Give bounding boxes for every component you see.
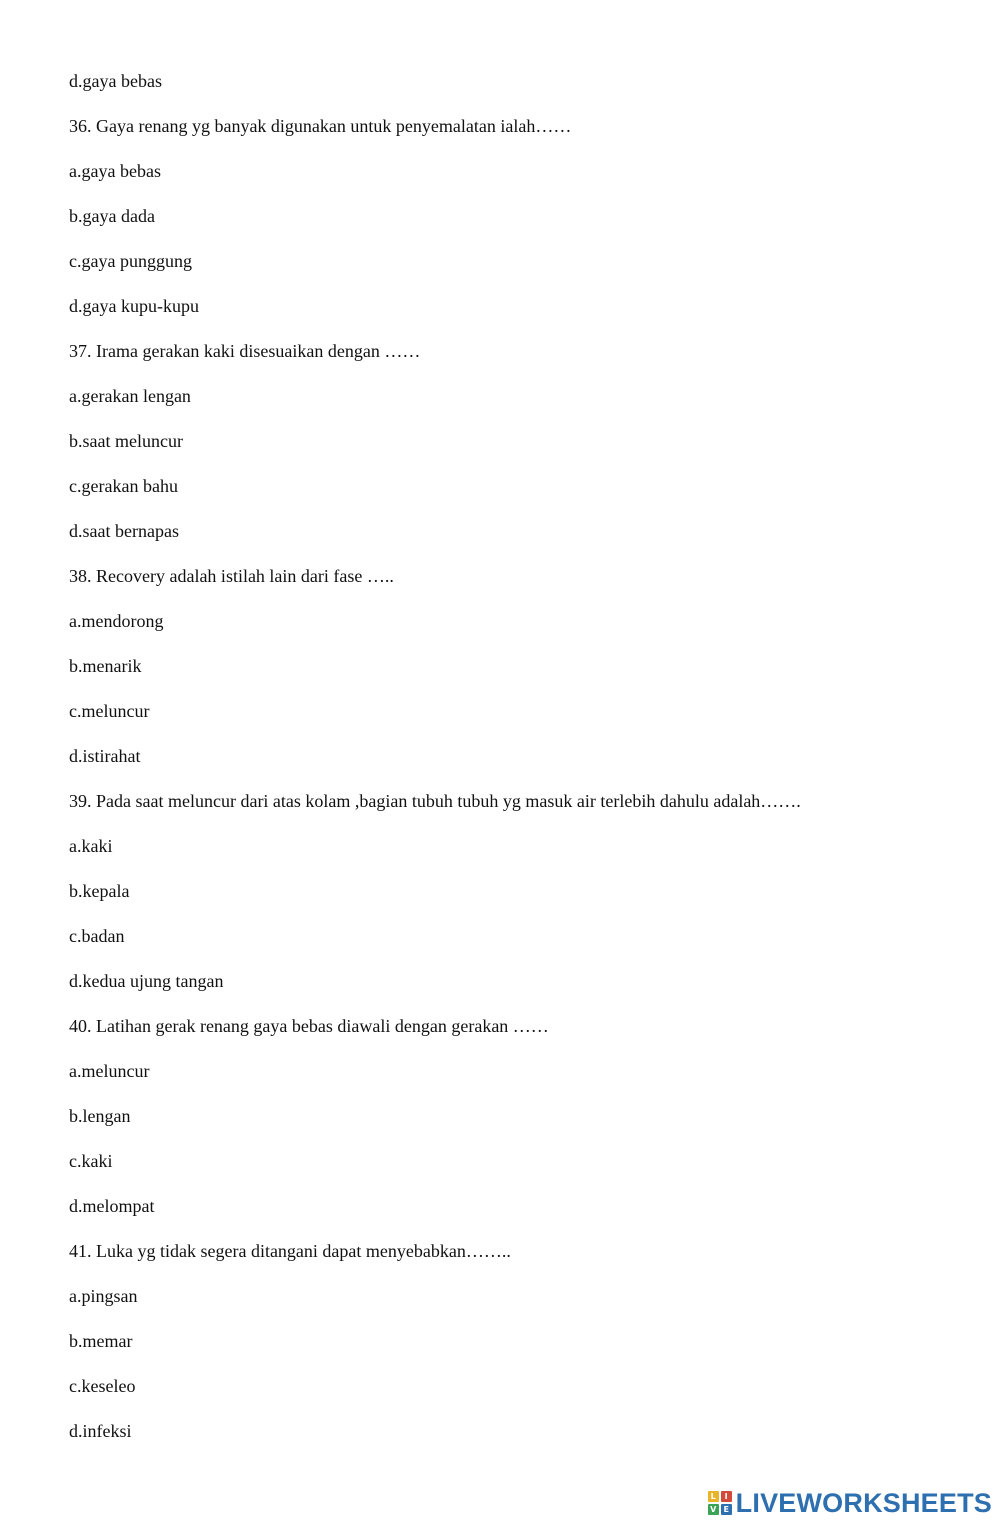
option-d-previous: d.gaya bebas xyxy=(69,71,162,91)
liveworksheets-logo-icon xyxy=(708,1491,732,1515)
question-37: 37. Irama gerakan kaki disesuaikan dengan …… xyxy=(69,341,421,361)
question-39-option-a: a.kaki xyxy=(69,836,113,856)
question-36-option-d: d.gaya kupu-kupu xyxy=(69,296,199,316)
question-40-option-a: a.meluncur xyxy=(69,1061,150,1081)
question-41-option-d: d.infeksi xyxy=(69,1421,132,1441)
question-40-option-c: c.kaki xyxy=(69,1151,113,1171)
brand-name: LIVEWORKSHEETS xyxy=(735,1488,992,1518)
question-36-option-b: b.gaya dada xyxy=(69,206,155,226)
question-38: 38. Recovery adalah istilah lain dari fase ….. xyxy=(69,566,394,586)
question-37-option-b: b.saat meluncur xyxy=(69,431,183,451)
worksheet-body xyxy=(69,68,969,1463)
logo-tile-e: E xyxy=(721,1504,732,1515)
question-41-option-b: b.memar xyxy=(69,1331,133,1351)
question-38-option-c: c.meluncur xyxy=(69,701,150,721)
logo-tile-v: V xyxy=(708,1504,719,1515)
question-37-option-c: c.gerakan bahu xyxy=(69,476,178,496)
question-41-option-a: a.pingsan xyxy=(69,1286,138,1306)
question-41: 41. Luka yg tidak segera ditangani dapat menyebabkan…….. xyxy=(69,1241,511,1261)
question-36-option-c: c.gaya punggung xyxy=(69,251,192,271)
question-37-option-d: d.saat bernapas xyxy=(69,521,179,541)
question-38-option-b: b.menarik xyxy=(69,656,142,676)
question-40-option-d: d.melompat xyxy=(69,1196,155,1216)
question-36: 36. Gaya renang yg banyak digunakan untuk penyemalatan ialah…… xyxy=(69,116,572,136)
question-37-option-a: a.gerakan lengan xyxy=(69,386,191,406)
question-40: 40. Latihan gerak renang gaya bebas diawali dengan gerakan …… xyxy=(69,1016,549,1036)
question-41-option-c: c.keseleo xyxy=(69,1376,136,1396)
question-39-option-d: d.kedua ujung tangan xyxy=(69,971,224,991)
question-39: 39. Pada saat meluncur dari atas kolam ,bagian tubuh tubuh yg masuk air terlebih dahulu adalah……. xyxy=(69,791,801,811)
liveworksheets-watermark xyxy=(708,1488,992,1518)
logo-tile-i: I xyxy=(721,1491,732,1502)
question-39-option-c: c.badan xyxy=(69,926,125,946)
question-40-option-b: b.lengan xyxy=(69,1106,131,1126)
question-39-option-b: b.kepala xyxy=(69,881,130,901)
logo-tile-l: L xyxy=(708,1491,719,1502)
question-38-option-a: a.mendorong xyxy=(69,611,164,631)
question-36-option-a: a.gaya bebas xyxy=(69,161,161,181)
question-38-option-d: d.istirahat xyxy=(69,746,141,766)
